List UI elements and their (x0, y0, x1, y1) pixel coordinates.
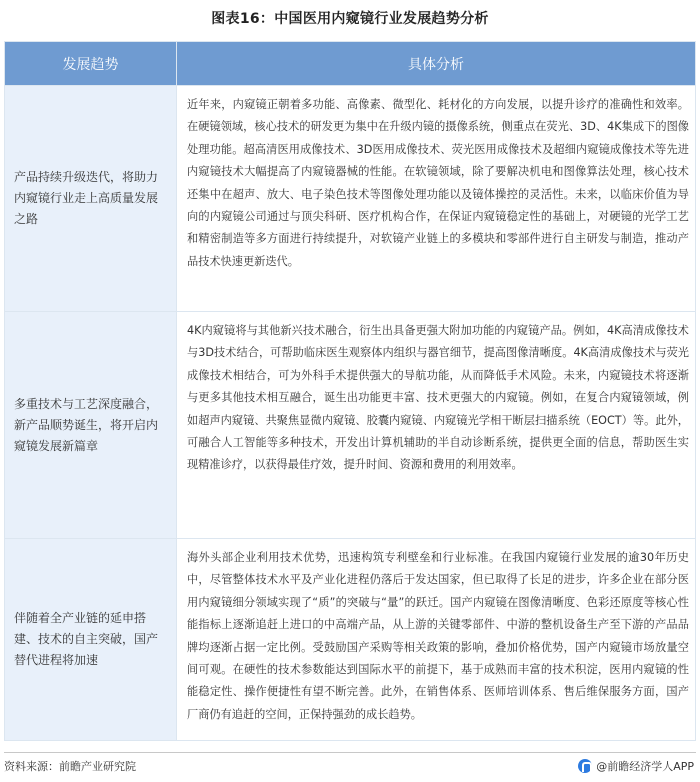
detail-cell: 近年来，内窥镜正朝着多功能、高像素、微型化、耗材化的方向发展，以提升诊疗的准确性和效率。在硬镜领域，核心技术的研发更为集中在升级内镜的摄像系统，侧重点在荧光、3D、4K集成下的图像处理功能。超高清医用成像技术、3D医用成像技术、荧光医用成像技术及超细内窥镜成像技术等先进内窥镜技术大幅提高了内窥镜器械的性能。在软镜领域，除了要解决机电和图像算法处理，核心技术还集中在超声、放大、电子染色技术等图像处理功能以及镜体操控的灵活性。未来，以临床价值为导向的内窥镜公司通过与顶尖科研、医疗机构合作，在保证内窥镜稳定性的基础上，对硬镜的光学工艺和精密制造等多方面进行持续提升，对软镜产业链上的多模块和零部件进行自主研发与制造，推动产品技术快速更新迭代。 (177, 86, 696, 312)
table-row (5, 539, 696, 741)
trend-cell: 多重技术与工艺深度融合，新产品顺势诞生，将开启内窥镜发展新篇章 (5, 312, 177, 539)
table-header-row (5, 42, 696, 86)
table-row (5, 86, 696, 312)
detail-cell: 4K内窥镜将与其他新兴技术融合，衍生出具备更强大附加功能的内窥镜产品。例如，4K高清成像技术与3D技术结合，可帮助临床医生观察体内组织与器官细节，提高图像清晰度。4K高清成像技术与荧光成像技术相结合，可为外科手术提供强大的导航功能，从而降低手术风险。未来，内窥镜技术将逐渐与更多其他技术相互融合，诞生出功能更丰富、技术更强大的内窥镜。例如，在复合内窥镜领域，例如超声内窥镜、共聚焦显微内窥镜、胶囊内窥镜、内窥镜光学相干断层扫描系统（EOCT）等。此外，可融合人工智能等多种技术，开发出计算机辅助的半自动诊断系统，提供更全面的信息，帮助医生实现精准诊疗，以获得最佳疗效，提升时间、资源和费用的利用效率。 (177, 312, 696, 539)
trend-analysis-table (4, 41, 696, 741)
column-header-detail: 具体分析 (177, 42, 696, 86)
trend-cell: 产品持续升级迭代，将助力内窥镜行业走上高质量发展之路 (5, 86, 177, 312)
column-header-trend: 发展趋势 (5, 42, 177, 86)
page-title: 图表16：中国医用内窥镜行业发展趋势分析 (211, 11, 489, 27)
trend-cell: 伴随着全产业链的延申搭建、技术的自主突破，国产替代进程将加速 (5, 539, 177, 741)
detail-cell: 海外头部企业利用技术优势，迅速构筑专利壁垒和行业标准。在我国内窥镜行业发展的逾30年历史中，尽管整体技术水平及产业化进程仍落后于发达国家，但已取得了长足的进步，许多企业在部分医用内窥镜细分领域实现了“质”的突破与“量”的跃迁。国产内窥镜在图像清晰度、色彩还原度等核心性能指标上逐渐追赶上进口的中高端产品，从上游的关键零部件、中游的整机设备生产至下游的产品品牌均逐渐占据一定比例。受鼓励国产采购等相关政策的影响，叠加价格优势，国产内窥镜市场放量空间可观。在硬性的技术参数能达到国际水平的前提下，基于成熟而丰富的技术积淀，医用内窥镜的性能稳定性、操作便捷性有望不断完善。此外，在销售体系、医师培训体系、售后维保服务方面，国产厂商仍有追赶的空间，正保持强劲的成长趋势。 (177, 539, 696, 741)
footer-divider (4, 752, 696, 753)
credit (578, 758, 694, 774)
brand-logo-icon (578, 759, 592, 773)
credit-text: @前瞻经济学人APP (596, 760, 694, 773)
table-row (5, 312, 696, 539)
source-note: 资料来源：前瞻产业研究院 (4, 760, 136, 773)
